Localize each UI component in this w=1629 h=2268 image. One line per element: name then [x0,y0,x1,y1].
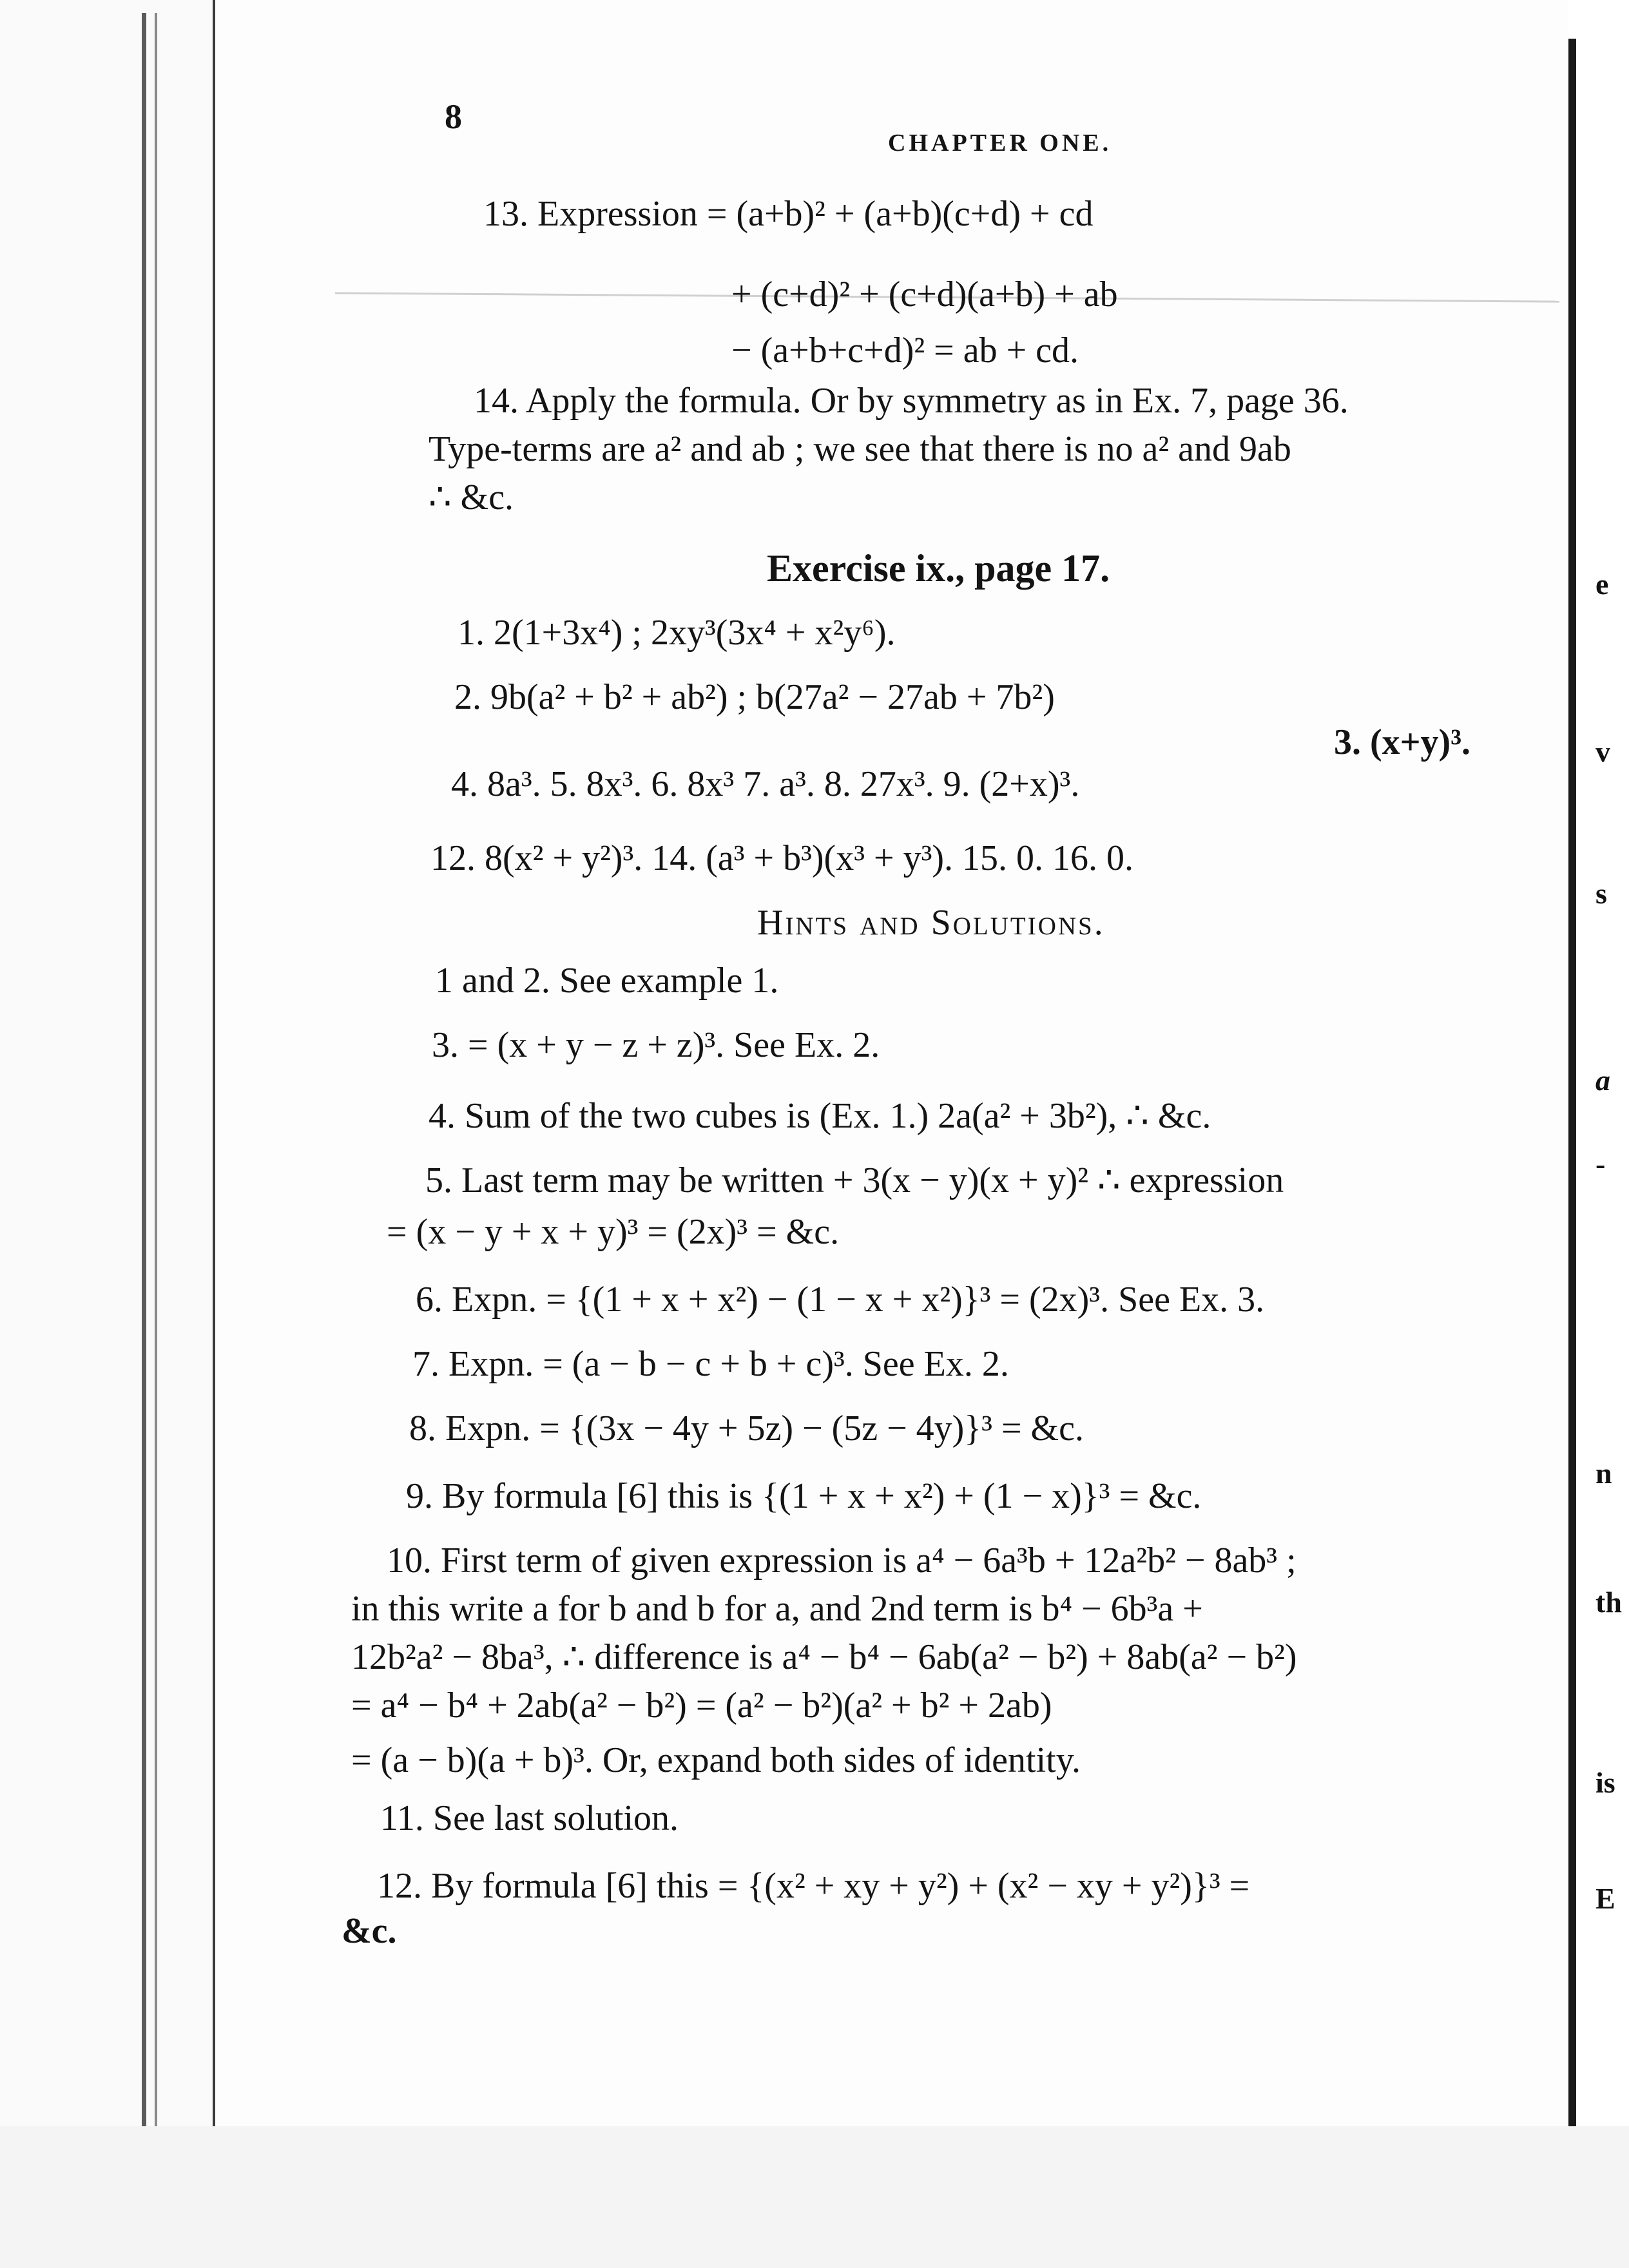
hint-3: 3. = (x + y − z + z)³. See Ex. 2. [432,1025,880,1065]
solution-13-line-1: 13. Expression = (a+b)² + (a+b)(c+d) + cd [483,194,1094,234]
margin-fragment: v [1595,735,1610,768]
next-page-edge [1568,39,1629,2126]
exercise-heading: Exercise ix., page 17. [767,547,1110,590]
margin-fragment: - [1595,1148,1606,1180]
hint-12-line-1: 12. By formula [6] this = {(x² + xy + y²) + (x² − xy + y²)}³ = [377,1866,1250,1906]
solution-13-line-2: + (c+d)² + (c+d)(a+b) + ab [731,274,1118,314]
hints-heading: Hints and Solutions. [757,903,1105,943]
scan-bottom-margin [0,2126,1629,2268]
solution-14-line-1: 14. Apply the formula. Or by symmetry as in Ex. 7, page 36. [474,381,1349,421]
hint-1-2: 1 and 2. See example 1. [435,961,779,1001]
hint-10-line-5: = (a − b)(a + b)³. Or, expand both sides of identity. [351,1740,1081,1780]
hint-4: 4. Sum of the two cubes is (Ex. 1.) 2a(a² + 3b²), ∴ &c. [429,1096,1211,1136]
margin-fragment: n [1595,1457,1612,1490]
margin-fragment: e [1595,568,1609,601]
margin-fragment: th [1595,1586,1622,1619]
hint-7: 7. Expn. = (a − b − c + b + c)³. See Ex. 2. [412,1344,1009,1384]
solution-13-line-3: − (a+b+c+d)² = ab + cd. [731,331,1079,370]
hint-11: 11. See last solution. [380,1798,679,1838]
hint-12-line-2: &c. [342,1911,397,1951]
hint-10-line-3: 12b²a² − 8ba³, ∴ difference is a⁴ − b⁴ − 6ab(a² − b²) + 8ab(a² − b²) [351,1637,1297,1677]
hint-10-line-2: in this write a for b and b for a, and 2nd term is b⁴ − 6b³a + [351,1589,1203,1629]
hint-5-line-2: = (x − y + x + y)³ = (2x)³ = &c. [387,1212,840,1252]
margin-fragment: a [1595,1064,1610,1097]
hint-10-line-1: 10. First term of given expression is a⁴ − 6a³b + 12a²b² − 8ab³ ; [387,1541,1296,1581]
answer-1: 1. 2(1+3x⁴) ; 2xy³(3x⁴ + x²y⁶). [458,613,896,653]
hint-6: 6. Expn. = {(1 + x + x²) − (1 − x + x²)}³ = (2x)³. See Ex. 3. [416,1280,1265,1320]
solution-14-line-3: ∴ &c. [429,477,514,517]
hint-5-line-1: 5. Last term may be written + 3(x − y)(x + y)² ∴ expression [425,1160,1284,1200]
answers-4-to-9: 4. 8a³. 5. 8x³. 6. 8x³ 7. a³. 8. 27x³. 9. (2+x)³. [451,764,1080,804]
answers-12-to-16: 12. 8(x² + y²)³. 14. (a³ + b³)(x³ + y³). 15. 0. 16. 0. [430,838,1134,878]
margin-fragment: s [1595,877,1607,910]
hint-10-line-4: = a⁴ − b⁴ + 2ab(a² − b²) = (a² − b²)(a² + b² + 2ab) [351,1686,1052,1725]
page-number: 8 [445,97,462,136]
margin-fragment: E [1595,1882,1615,1915]
margin-fragment: is [1595,1766,1615,1799]
running-head: CHAPTER ONE. [888,130,1112,157]
hint-8: 8. Expn. = {(3x − 4y + 5z) − (5z − 4y)}³ = &c. [409,1408,1084,1448]
solution-14-line-2: Type-terms are a² and ab ; we see that there is no a² and 9ab [429,429,1291,469]
answer-3: 3. (x+y)³. [1334,722,1470,762]
answer-2: 2. 9b(a² + b² + ab²) ; b(27a² − 27ab + 7b²) [454,677,1055,717]
hint-9: 9. By formula [6] this is {(1 + x + x²) + (1 − x)}³ = &c. [406,1476,1202,1516]
